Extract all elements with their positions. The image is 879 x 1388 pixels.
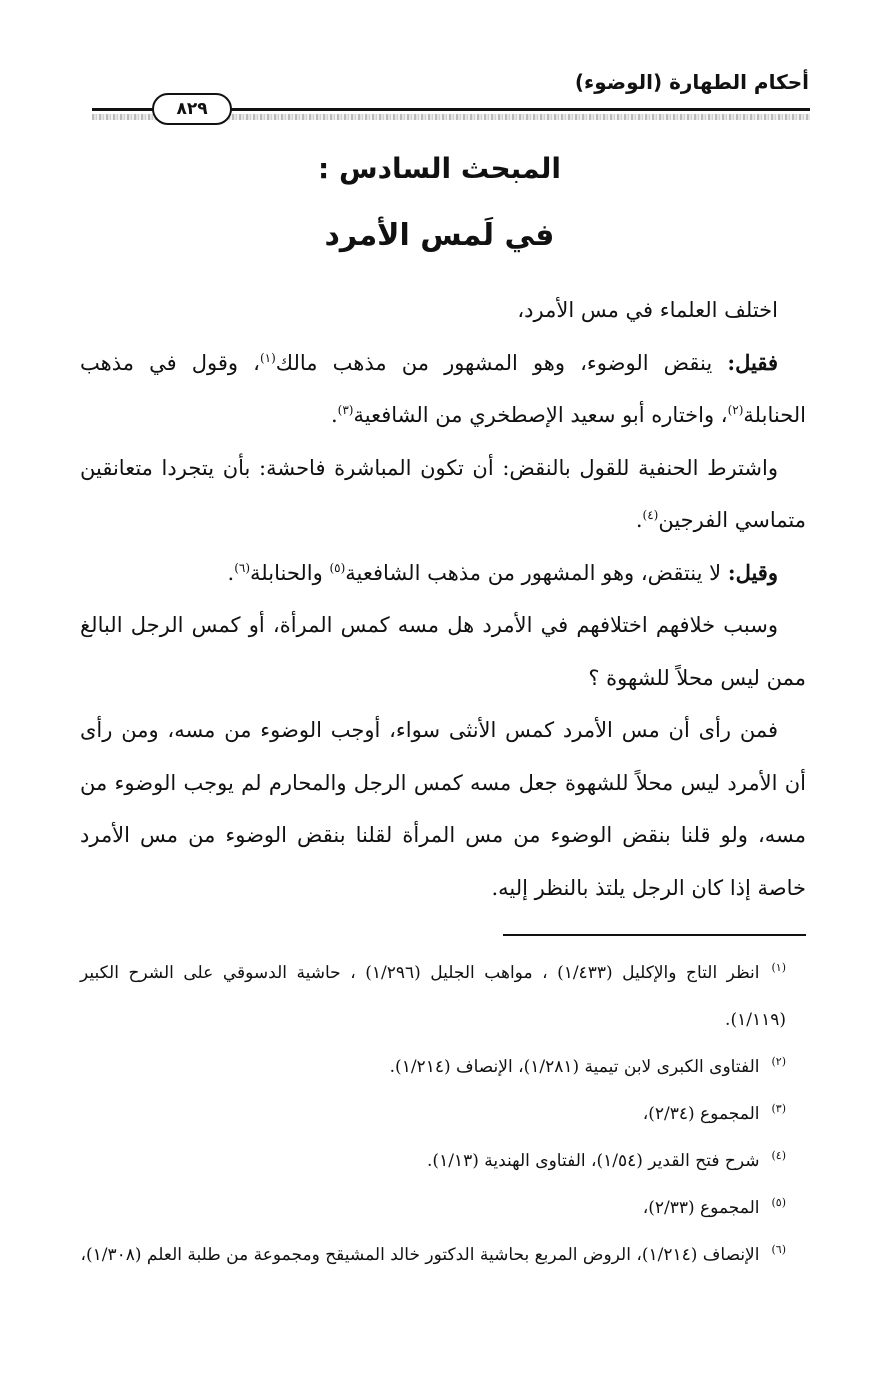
footnote-number: (٢) xyxy=(771,1055,786,1069)
paragraph-text: . xyxy=(227,560,235,585)
footnote-text: شرح فتح القدير (١/٥٤)، الفتاوى الهندية (١/١٣). xyxy=(427,1151,760,1171)
footnote-3 xyxy=(80,1091,806,1138)
section-title: في لَمس الأمرد xyxy=(324,218,555,253)
paragraph-first-opinion xyxy=(80,337,806,442)
paragraph-text: ، وقول في مذهب الحنابلة xyxy=(80,350,806,427)
footnote-separator xyxy=(503,934,806,936)
footnote-number: (٤) xyxy=(771,1149,786,1163)
footnote-1 xyxy=(80,950,806,1044)
paragraph-intro: اختلف العلماء في مس الأمرد، xyxy=(517,298,778,322)
paragraph-text: واشترط الحنفية للقول بالنقض: أن تكون المباشرة فاحشة: بأن يتجردا متعانقين متماسي الفرجين xyxy=(80,455,806,532)
footnotes xyxy=(80,950,806,1279)
paragraph-reason: وسبب خلافهم اختلافهم في الأمرد هل مسه كمس المرأة، أو كمس الرجل البالغ ممن ليس محلاً للشهوة ؟ xyxy=(80,613,806,690)
paragraph-text: ، واختاره أبو سعيد الإصطخري من الشافعية xyxy=(353,403,728,427)
footnote-6 xyxy=(80,1232,806,1279)
paragraph-text: لا ينتقض، وهو المشهور من مذهب الشافعية xyxy=(345,560,728,585)
footnote-2 xyxy=(80,1044,806,1091)
footnote-text: المجموع (٢/٣٤)، xyxy=(642,1104,760,1124)
opinion-label: فقيل: xyxy=(727,349,778,375)
paragraph-second-opinion xyxy=(80,547,806,600)
paragraph-text: . xyxy=(635,508,643,532)
footnote-ref[interactable]: (٦) xyxy=(234,560,251,575)
footnote-text: انظر التاج والإكليل (١/٤٣٣) ، مواهب الجليل (١/٢٩٦) ، حاشية الدسوقي على الشرح الكبير (١/١١٩). xyxy=(80,963,786,1030)
paragraph-text: . xyxy=(330,403,338,427)
page-number-badge xyxy=(152,93,232,125)
paragraph-conclusion: فمن رأى أن مس الأمرد كمس الأنثى سواء، أوجب الوضوء من مسه، ومن رأى أن الأمرد ليس محلاً للشهوة جعل مسه كمس الرجل والمحارم لم يوجب الوضوء من مسه، ولو قلنا بنقض الوضوء من مس المرأة لقلنا بنقض الوضوء من مس الأمرد خاصة إذا كان الرجل يلتذ بالنظر إليه. xyxy=(80,718,806,900)
paragraph-hanafi-condition xyxy=(80,442,806,547)
footnote-ref[interactable]: (٣) xyxy=(337,403,354,417)
footnote-5 xyxy=(80,1185,806,1232)
paragraph-text: والحنابلة xyxy=(250,560,330,585)
footnote-number: (٣) xyxy=(771,1102,786,1116)
page-number: ٨٢٩ xyxy=(176,99,208,119)
footnote-ref[interactable]: (٤) xyxy=(642,508,659,522)
footnote-number: (٥) xyxy=(771,1196,786,1210)
footnote-ref[interactable]: (٥) xyxy=(329,560,346,575)
footnote-number: (١) xyxy=(771,961,786,975)
footnote-number: (٦) xyxy=(771,1243,786,1257)
paragraph-text: ينقض الوضوء، وهو المشهور من مذهب مالك xyxy=(275,350,728,375)
main-text xyxy=(80,284,806,914)
section-heading: المبحث السادس : xyxy=(318,152,561,185)
opinion-label: وقيل: xyxy=(727,559,778,585)
footnote-ref[interactable]: (٢) xyxy=(727,403,744,417)
footnote-4 xyxy=(80,1138,806,1185)
footnote-text: الفتاوى الكبرى لابن تيمية (١/٢٨١)، الإنصاف (١/٢١٤). xyxy=(389,1057,760,1077)
running-title: أحكام الطهارة (الوضوء) xyxy=(574,70,809,94)
footnote-text: المجموع (٢/٣٣)، xyxy=(642,1198,760,1218)
footnote-ref[interactable]: (١) xyxy=(259,350,276,365)
footnote-text: الإنصاف (١/٢١٤)، الروض المربع بحاشية الدكتور خالد المشيقح ومجموعة من طلبة العلم (١/٣٠٨)، xyxy=(80,1245,760,1265)
